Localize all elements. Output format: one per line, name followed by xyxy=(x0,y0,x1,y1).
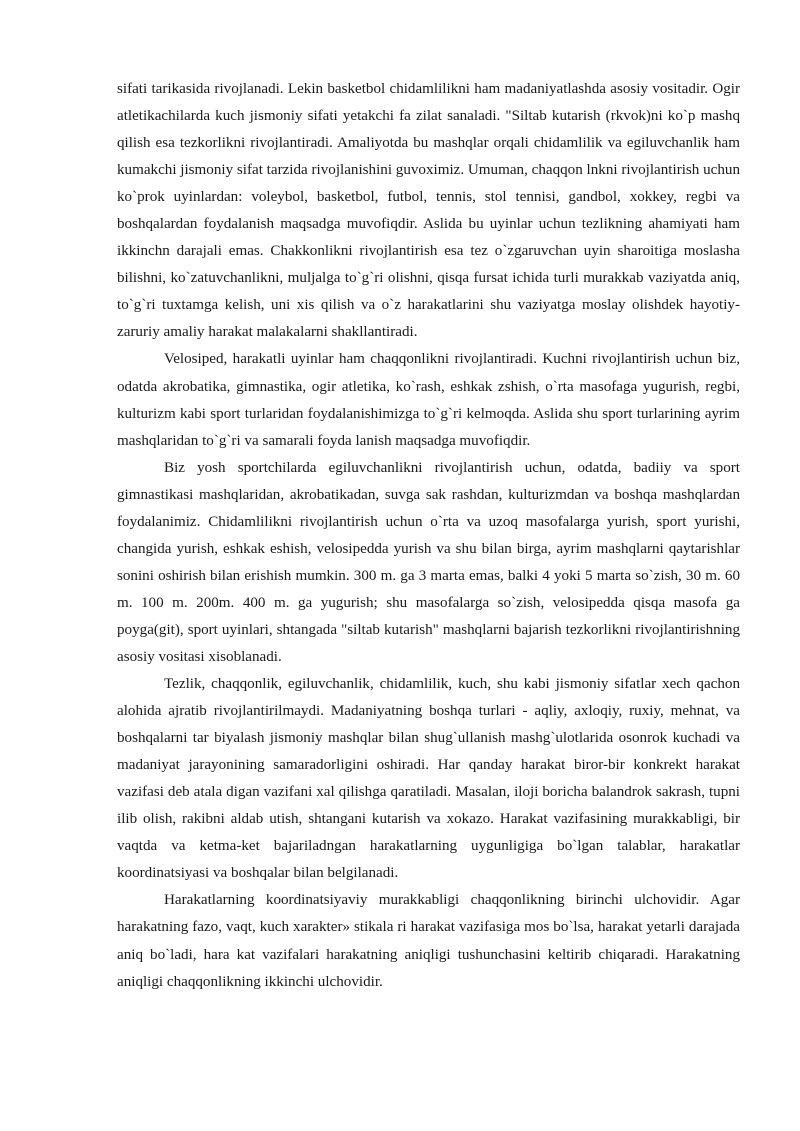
paragraph-4: Tezlik, chaqqonlik, egiluvchanlik, chidamlilik, kuch, shu kabi jismoniy sifatlar xech qachon alohida ajratib rivojlantirilmaydi. Madaniyatning boshqa turlari - aqliy, axloqiy, ruxiy, mehnat, va boshqalarni tar biyalash jismoniy mashqlar bilan shug`ullanish mashg`ulotlarida osonrok kuchadi va madaniyat jarayonining samaradorligini oshiradi. Har qanday harakat biror-bir konkrekt harakat vazifasi deb atala digan vazifani xal qilishga qaratiladi. Masalan, iloji boricha balandrok sakrash, tupni ilib olish, rakibni aldab utish, shtangani kutarish va xokazo. Harakat vazifasining murakkabligi, bir vaqtda va ketma-ket bajariladngan harakatlarning uygunligiga bo`lgan talablar, harakatlar koordinatsiyasi va boshqalar bilan belgilanadi. xyxy=(117,676,740,882)
paragraph-5: Harakatlarning koordinatsiyaviy murakkabligi chaqqonlikning birinchi ulchovidir. Agar harakatning fazo, vaqt, kuch xarakter» stikala ri harakat vazifasiga mos bo`lsa, harakat yetarli darajada aniq bo`ladi, hara kat vazifalari harakatning aniqligi tushunchasini keltirib chiqaradi. Harakatning aniqligi chaqqonlikning ikkinchi ulchovidir. xyxy=(117,892,740,990)
paragraph-3: Biz yosh sportchilarda egiluvchanlikni rivojlantirish uchun, odatda, badiiy va sport gimnastikasi mashqlaridan, akrobatikadan, suvga sak rashdan, kulturizmdan va boshqa mashqlardan foydalanimiz. Chidamlilikni rivojlantirish uchun o`rta va uzoq masofalarga yurish, sport yurishi, changida yurish, eshkak eshish, velosipedda yurish va shu bilan birga, ayrim mashqlarni qaytarishlar sonini oshirish bilan erishish mumkin. 300 m. ga 3 marta emas, balki 4 yoki 5 marta so`zish, 30 m. 60 m. 100 m. 200m. 400 m. ga yugurish; shu masofalarga so`zish, velosipedda qisqa masofa ga poyga(git), sport uyinlari, shtangada "siltab kutarish" mashqlarni bajarish tezkorlikni rivojlantirishning asosiy vositasi xisoblanadi. xyxy=(117,459,740,665)
paragraph-1: sifati tarikasida rivojlanadi. Lekin basketbol chidamlilikni ham madaniyatlashda asosiy vositadir. Ogir atletikachilarda kuch jismoniy sifati yetakchi fa zilat sanaladi. "Siltab kutarish (rkvok)ni ko`p mashq qilish esa tezkorlikni rivojlantiradi. Amaliyotda bu mashqlar orqali chidamlilik va egiluvchanlik ham kumakchi jismoniy sifat tarzida rivojlanishini guvoximiz. Umuman, chaqqon lnkni rivojlantirish uchun ko`prok uyinlardan: voleybol, basketbol, futbol, tennis, stol tennisi, gandbol, xokkey, regbi va boshqalardan foydalanish maqsadga muvofiqdir. Aslida bu uyinlar uchun tezlikning ahamiyati ham ikkinchn darajali emas. Chakkonlikni rivojlantirish esa tez o`zgaruvchan uyin sharoitiga moslasha bilishni, ko`zatuvchanlikni, muljalga to`g`ri olishni, qisqa fursat ichida turli murakkab vaziyatda aniq, to`g`ri tuxtamga kelish, uni xis qilish va o`z harakatlarini shu vaziyatga moslay olishdek hayotiy-zaruriy amaliy harakat malakalarni shakllantiradi. xyxy=(117,81,740,341)
document-page xyxy=(117,76,740,996)
paragraph-2: Velosiped, harakatli uyinlar ham chaqqonlikni rivojlantiradi. Kuchni rivojlantirish uchun biz, odatda akrobatika, gimnastika, ogir atletika, ko`rash, eshkak zshish, o`rta masofaga yugurish, regbi, kulturizm kabi sport turlaridan foydalanishimizga to`g`ri kelmoqda. Aslida shu sport turlarining ayrim mashqlaridan to`g`ri va samarali foyda lanish maqsadga muvofiqdir. xyxy=(117,351,740,449)
